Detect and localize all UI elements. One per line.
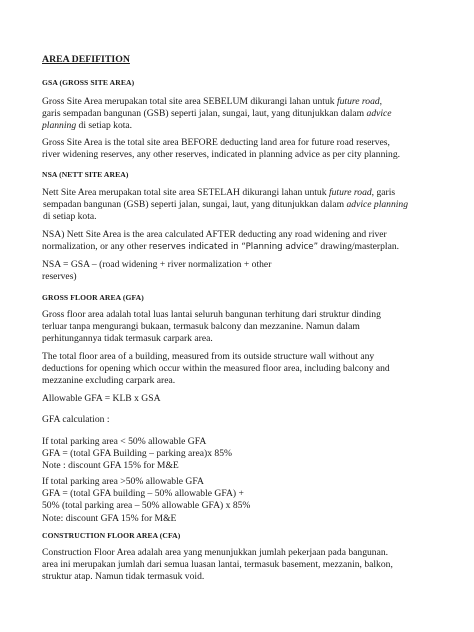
text-run: reserves indicated in “Planning advice” (148, 242, 319, 253)
formula-line: NSA = GSA – (road widening + river normalization + other (42, 259, 272, 270)
text-run: , garis (371, 187, 396, 198)
text-line: Gross Site Area is the total site area BEFORE deducting land area for future road reserves, (42, 137, 390, 148)
formula-line: reserves) (42, 271, 77, 283)
italic-term: planning (42, 120, 77, 132)
text-run: sempadan bangunan (GSB) seperti jalan, sungai, laut, yang ditunjukkan dalam (43, 199, 347, 211)
italic-term: future road (328, 187, 372, 198)
text-line: Gross floor area adalah total luas lantai seluruh bangunan terhitung dari struktur dinding (42, 309, 381, 320)
text-line: If total parking area >50% allowable GFA (42, 476, 204, 487)
text-line: mezzanine excluding carpark area. (42, 375, 176, 387)
text-run: drawing/masterplan. (318, 241, 400, 253)
text-line: perhitungannya tidak termasuk carpark area. (42, 333, 213, 345)
nsa-paragraph-id (42, 187, 450, 224)
italic-term: future road (336, 96, 380, 107)
gfa-paragraph-id (42, 309, 450, 346)
italic-term: advice planning (346, 199, 409, 211)
text-line: terluar tanpa mengurangi bukaan, termasuk balcony dan mezzanine. Namun dalam (42, 321, 360, 333)
text-line: GFA = (total GFA Building – parking area)x 85% (42, 448, 232, 460)
nsa-paragraph-en (42, 229, 450, 253)
text-line: di setiap kota. (43, 211, 97, 223)
nsa-heading: NSA (NETT SITE AREA) (42, 170, 129, 179)
text-line: Note : discount GFA 15% for M&E (42, 460, 179, 472)
text-line: 50% (total parking area – 50% allowable GFA) x 85% (42, 500, 251, 512)
text-line: The total floor area of a building, measured from its outside structure wall without any (42, 351, 375, 362)
gsa-paragraph-en (42, 137, 450, 161)
text-run: normalization, or any other (42, 241, 149, 253)
text-line: Note: discount GFA 15% for M&E (42, 512, 177, 524)
text-run: di setiap kota. (76, 120, 133, 132)
text-line: Construction Floor Area adalah area yang menunjukkan jumlah pekerjaan pada bangunan. (42, 547, 389, 558)
text-run: Nett Site Area merupakan total site area SETELAH dikurangi lahan untuk (42, 187, 329, 198)
allowable-gfa-formula: Allowable GFA = KLB x GSA (42, 393, 161, 404)
gsa-heading: GSA (GROSS SITE AREA) (42, 78, 135, 87)
text-run: , (379, 96, 383, 107)
nsa-formula (42, 259, 450, 283)
text-run: garis sempadan bangunan (GSB) seperti jalan, sungai, laut, yang ditunjukkan dalam (42, 108, 367, 120)
cfa-heading: CONSTRUCTION FLOOR AREA (CFA) (42, 531, 181, 540)
text-line: area ini merupakan jumlah dari semua luasan lantai, termasuk basement, mezzanin, balkon, (42, 559, 393, 571)
gfa-calculation-heading: GFA calculation : (42, 414, 110, 425)
text-line: river widening reserves, any other reserves, indicated in planning advice as per city planning. (42, 149, 401, 161)
gsa-paragraph-id (42, 96, 450, 133)
document-title: AREA DEFIFITION (42, 54, 130, 65)
gfa-paragraph-en (42, 351, 450, 388)
gfa-case-under-50 (42, 436, 450, 473)
text-line: struktur atap. Namun tidak termasuk void. (42, 571, 205, 583)
italic-term: advice (366, 108, 392, 120)
gfa-heading: GROSS FLOOR AREA (GFA) (42, 293, 144, 302)
gfa-case-over-50 (42, 476, 450, 525)
cfa-paragraph (42, 547, 450, 584)
text-line: GFA = (total GFA building – 50% allowable GFA) + (42, 488, 244, 500)
text-run: Gross Site Area merupakan total site area SEBELUM dikurangi lahan untuk (42, 96, 337, 107)
text-line: deductions for opening which occur within the measured floor area, including balcony and (42, 363, 390, 375)
text-line: If total parking area < 50% allowable GFA (42, 436, 207, 447)
text-line: NSA) Nett Site Area is the area calculated AFTER deducting any road widening and river (42, 229, 387, 240)
